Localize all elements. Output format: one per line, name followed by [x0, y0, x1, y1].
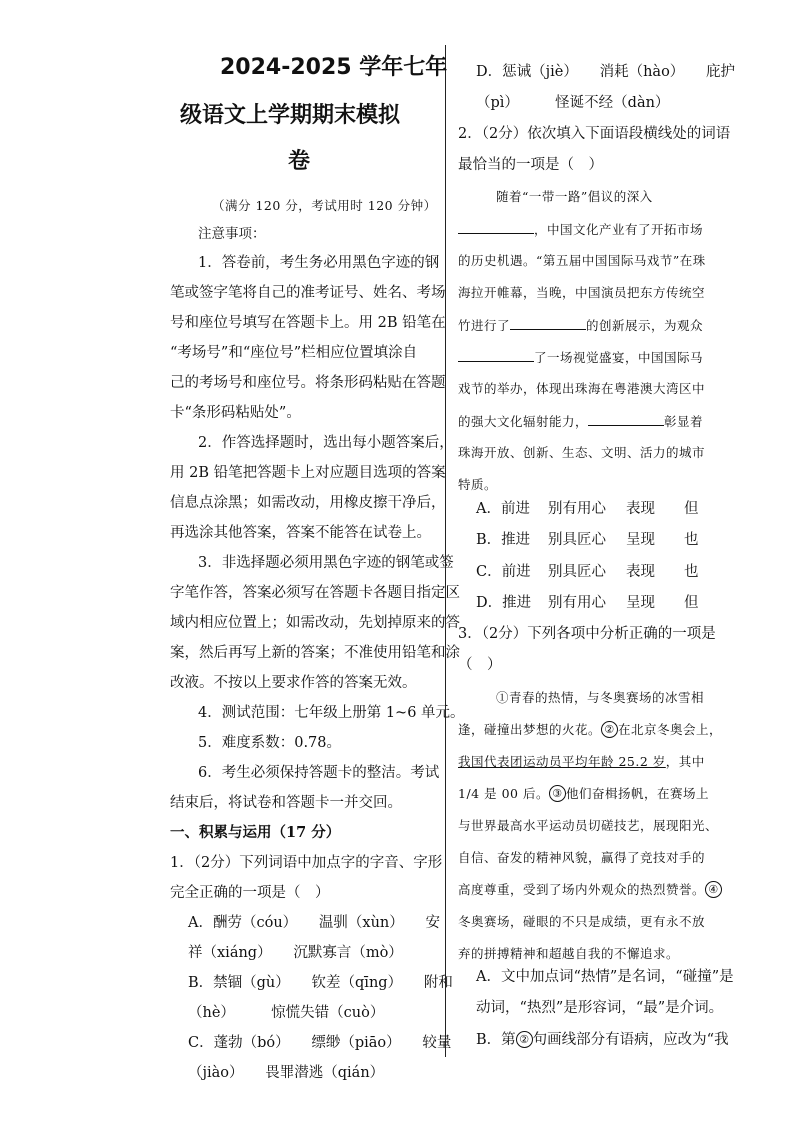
note-2-line: 用 2B 铅笔把答题卡上对应题目选项的答案 [170, 465, 446, 481]
note-5: 5．难度系数：0.78。 [198, 735, 342, 751]
note-2-line: 信息点涂黑；如需改动，用橡皮擦干净后， [170, 495, 446, 511]
note-3-line: 改液。不按以上要求作答的答案无效。 [170, 675, 417, 691]
q2-passage-line: 随着“一带一路”倡议的深入 [496, 189, 653, 204]
exam-meta: （满分 120 分，考试用时 120 分钟） [212, 198, 437, 213]
circled-number: ② [601, 721, 618, 738]
note-1-line: 卡“条形码粘贴处”。 [170, 405, 301, 421]
note-1-line: 己的考场号和座位号。将条形码粘贴在答题 [170, 375, 446, 391]
circled-number: ④ [705, 881, 722, 898]
note-4: 4．测试范围：七年级上册第 1~6 单元。 [198, 705, 465, 721]
q1-option-a: A．酬劳（cóu） 温驯（xùn） 安 [188, 915, 441, 931]
note-1-line: “考场号”和“座位号”栏相应位置填涂自 [170, 345, 418, 361]
q2-passage-line: 的历史机遇。“第五届中国国际马戏节”在珠 [458, 253, 706, 268]
q2-passage-line: 了一场视觉盛宴，中国国际马 [458, 347, 703, 368]
note-3-line: 3．非选择题必须用黑色字迹的钢笔或签 [198, 555, 454, 571]
note-3-line: 字笔作答，答案必须写在答题卡各题目指定区 [170, 585, 460, 601]
q3-passage-line: 冬奥赛场，碰眼的不只是成绩，更有永不放 [458, 914, 706, 929]
q3-passage-line: 弃的拼搏精神和超越自我的不懈追求。 [458, 946, 680, 961]
q3-passage-line: 1/4 是 00 后。 ③ 他们奋楫扬帆，在赛场上 [458, 786, 709, 801]
note-1-line: 号和座位号填写在答题卡上。用 2B 铅笔在 [170, 315, 446, 331]
note-2-line: 2．作答选择题时，选出每小题答案后， [198, 435, 454, 451]
title-line-3: 卷 [288, 149, 311, 174]
fill-blank [588, 411, 664, 426]
fill-blank [510, 315, 586, 330]
q2-option-b: B．推进 别具匠心 呈现 也 [476, 532, 699, 548]
q3-passage-line: 逢，碰撞出梦想的火花。 ② 在北京冬奥会上， [458, 722, 723, 737]
title-line-1: 2024-2025 学年七年 [220, 55, 448, 80]
fill-blank [458, 347, 534, 362]
q1-stem-line: 1．（2分）下列词语中加点字的字音、字形 [170, 855, 443, 871]
section-heading: 一、积累与运用（17 分） [170, 824, 341, 841]
q2-option-c: C．前进 别具匠心 表现 也 [476, 564, 699, 580]
q2-passage-line: 海拉开帷幕，当晚，中国演员把东方传统空 [458, 285, 706, 300]
note-6-line: 6．考生必须保持答题卡的整洁。考试 [198, 765, 440, 781]
q3-passage-line: ①青春的热情，与冬奥赛场的冰雪相 [496, 690, 705, 705]
q3-option-a: A．文中加点词“热情”是名词，“碰撞”是 [476, 969, 734, 985]
q2-passage-line: 的强大文化辐射能力， 彰显着 [458, 411, 703, 432]
q3-passage-line: 自信、奋发的精神风貌，赢得了竞技对手的 [458, 850, 706, 865]
q1-option-c: （jiào） 畏罪潜逃（qián） [188, 1065, 385, 1081]
fill-blank [458, 219, 534, 234]
q2-passage-line: 竹进行了 的创新展示，为观众 [458, 315, 703, 336]
q2-stem-line: 最恰当的一项是（ ） [458, 157, 603, 173]
title-line-2: 级语文上学期期末模拟 [180, 103, 401, 128]
circled-number: ② [516, 1031, 533, 1048]
note-1-line: 1．答卷前，考生务必用黑色字迹的钢 [198, 255, 440, 271]
q3-passage-line: 高度尊重，受到了场内外观众的热烈赞誉。 ④ [458, 880, 722, 900]
q2-passage-line: 特质。 [458, 477, 498, 492]
q3-stem-line: （ ） [458, 657, 502, 673]
q3-passage-line: 与世界最高水平运动员切磋技艺，展现阳光、 [458, 818, 719, 833]
q3-stem-line: 3．（2分）下列各项中分析正确的一项是 [458, 626, 716, 642]
q2-option-a: A．前进 别有用心 表现 但 [476, 501, 699, 517]
notes-heading: 注意事项： [198, 226, 266, 242]
circled-number: ③ [549, 785, 566, 802]
note-6-line: 结束后，将试卷和答题卡一并交回。 [170, 795, 402, 811]
q1-option-a: 祥（xiáng） 沉默寡言（mò） [188, 945, 403, 961]
note-2-line: 再选涂其他答案，答案不能答在试卷上。 [170, 525, 431, 541]
q1-stem-line: 完全正确的一项是（ ） [170, 885, 330, 901]
q1-option-c: C．蓬勃（bó） 缥缈（piāo） 较量 [188, 1035, 452, 1051]
q2-passage-line: ，中国文化产业有了开拓市场 [458, 219, 703, 240]
q3-option-a: 动词，“热烈”是形容词，“最”是介词。 [476, 1000, 724, 1016]
note-1-line: 笔或签字笔将自己的准考证号、姓名、考场 [170, 285, 446, 301]
q1-option-d: D．惩诫（jiè） 消耗（hào） 庇护 [476, 64, 736, 80]
q1-option-b: B．禁锢（gù） 钦差（qīng） 附和 [188, 975, 453, 991]
q2-option-d: D．推进 别有用心 呈现 但 [476, 595, 699, 611]
q2-passage-line: 戏节的举办，体现出珠海在粤港澳大湾区中 [458, 381, 706, 396]
note-3-line: 案，然后再写上新的答案；不准使用铅笔和涂 [170, 645, 460, 661]
q3-option-b: B．第 ② 句画线部分有语病，应改为“我 [476, 1032, 729, 1048]
q2-stem-line: 2．（2分）依次填入下面语段横线处的词语 [458, 126, 731, 142]
q2-passage-line: 珠海开放、创新、生态、文明、活力的城市 [458, 445, 706, 460]
q1-option-b: （hè） 惊慌失错（cuò） [188, 1005, 385, 1021]
note-3-line: 域内相应位置上；如需改动，先划掉原来的答 [170, 615, 460, 631]
underlined-phrase: 我国代表团运动员平均年龄 25.2 岁 [458, 754, 666, 769]
column-divider [445, 45, 446, 1057]
q1-option-d: （pì） 怪诞不经（dàn） [476, 95, 670, 111]
q3-passage-line: 我国代表团运动员平均年龄 25.2 岁，其中 [458, 754, 705, 769]
